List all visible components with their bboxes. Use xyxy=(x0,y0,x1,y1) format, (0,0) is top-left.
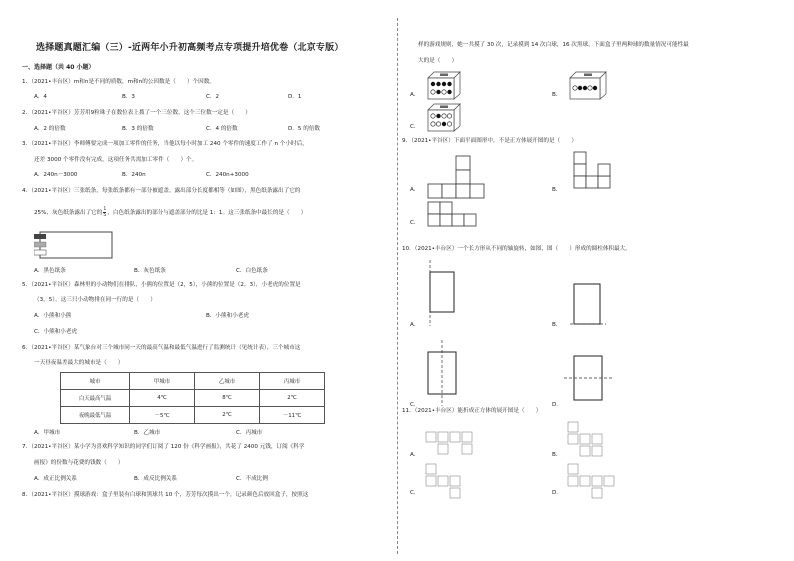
q2-option-d: D．5 的倍数 xyxy=(288,126,321,132)
column-divider xyxy=(397,18,398,554)
q4-text-line2 xyxy=(34,207,306,218)
q2-option-c: C．4 的倍数 xyxy=(206,126,238,132)
cube-net-q11-c xyxy=(424,460,484,508)
q9-label-b: B． xyxy=(552,187,562,193)
q3-option-c: C．240n+3000 xyxy=(206,172,249,178)
gray-strip xyxy=(34,242,46,247)
q8-label-c: C． xyxy=(410,124,420,130)
table-cell: 白天最高气温 xyxy=(61,390,130,407)
q6-option-c: C．丙城市 xyxy=(236,430,263,436)
table-row xyxy=(61,373,325,390)
table-header-cell: 丙城市 xyxy=(260,373,325,390)
q8-continued-line2: 大的是（ ） xyxy=(418,58,458,64)
q2-text: 2．（2021•平谷区）芳芳用9粒珠子在数位表上拨了一个三位数，这个三位数一定是（ ） xyxy=(22,110,251,116)
q10-label-d: D． xyxy=(552,402,562,408)
q4-text-line2-end: ，白色纸条露出的部分与遮盖部分的比是 1：1。这三张纸条中最长的是（ ） xyxy=(107,210,307,216)
q11-label-c: C． xyxy=(410,490,420,496)
q5-option-b: B．小熊和小老虎 xyxy=(206,313,249,319)
cover-box xyxy=(40,232,112,258)
white-strip xyxy=(34,250,46,255)
cube-net-c xyxy=(426,200,482,236)
section-heading: 一、选择题（共 40 小题） xyxy=(22,64,95,71)
q9-label-a: A． xyxy=(410,187,420,193)
table-cell: 4℃ xyxy=(130,390,195,407)
q10-label-b: B． xyxy=(552,322,562,328)
q4-fraction xyxy=(103,207,106,218)
page-title: 选择题真题汇编（三）-近两年小升初高频考点专项提升培优卷（北京专版） xyxy=(36,43,344,53)
table-header-cell: 乙城市 xyxy=(195,373,260,390)
q2-option-b: B．3 的倍数 xyxy=(122,126,154,132)
rectangle-rotation-c xyxy=(422,338,462,408)
table-cell: 2℃ xyxy=(260,390,325,407)
q1-option-b: B．3 xyxy=(122,94,135,100)
q1-text: 1．（2021•丰台区）m和n是不同的质数，m和n的公因数是（ ）个因数。 xyxy=(22,79,215,85)
q7-text-line2: 画报》的份数与花费的钱数（ ） xyxy=(34,460,124,466)
q8-label-b: B． xyxy=(552,92,562,98)
paper-strips-figure xyxy=(34,225,114,261)
temperature-table xyxy=(60,372,325,424)
table-header-cell: 甲城市 xyxy=(130,373,195,390)
q8-label-a: A． xyxy=(410,92,420,98)
table-row xyxy=(61,390,325,407)
q1-option-a: A．4 xyxy=(34,94,47,100)
black-strip xyxy=(34,234,46,239)
q9-text: 9．（2021•平谷区）下面平面图形中，不是正方体展开图的是（ ） xyxy=(402,138,577,144)
q6-text-line1: 6．（2021•平谷区）某气象台对三个城市同一天的最高气温和最低气温进行了监测统计（见统计表），三个城市这 xyxy=(22,345,301,351)
q11-label-a: A． xyxy=(410,452,420,458)
cube-net-a xyxy=(426,154,488,202)
q11-label-b: B． xyxy=(552,452,562,458)
q11-text: 11．（2021•丰台区）能折成正方体的展开图是（ ） xyxy=(402,408,542,414)
ball-box-c xyxy=(424,100,462,132)
table-cell: 夜晚最低气温 xyxy=(61,407,130,424)
table-cell: －11℃ xyxy=(260,407,325,424)
q4-fraction-denominator: 5 xyxy=(103,213,107,218)
q4-option-c: C．白色纸条 xyxy=(236,268,268,274)
rectangle-rotation-a xyxy=(424,258,460,328)
table-cell: －5℃ xyxy=(130,407,195,424)
q7-option-b: B．成反比例关系 xyxy=(134,476,177,482)
q4-option-b: B．灰色纸条 xyxy=(134,268,166,274)
cube-net-q11-d xyxy=(566,460,626,508)
table-header-cell: 城市 xyxy=(61,373,130,390)
ball-box-a xyxy=(424,68,462,100)
q7-option-a: A．成正比例关系 xyxy=(34,476,77,482)
table-cell: 2℃ xyxy=(195,407,260,424)
q6-text-line2: 一天昼夜温差最大的城市是（ ） xyxy=(34,360,124,366)
rectangle-rotation-b xyxy=(570,278,606,328)
q4-text-line2-start: 25%，灰色纸条露出了它的 xyxy=(34,210,103,216)
q2-option-a: A．2 的倍数 xyxy=(34,126,66,132)
q5-text-line2: （3，5）。这三只小动物排在同一行的是（ ） xyxy=(34,297,156,303)
q3-text-line2: 还差 3000 个零件没有完成，这项任务共需加工零件（ ）个。 xyxy=(34,157,198,163)
q5-option-a: A．小熊和小熊 xyxy=(34,313,72,319)
q10-text: 10．（2021•丰台区）一个长方形从不同的轴旋转，如图，图（ ）形成的圆柱体积最大。 xyxy=(402,246,631,252)
cube-net-b xyxy=(566,150,616,198)
q4-text-line1: 4．（2021•平谷区）三张纸条，每张纸条都有一部分被遮盖，露出部分长度都相等（如图），黑色纸条露出了它的 xyxy=(22,188,301,194)
q8-continued-line1: 样的游戏规则，她一共摸了 30 次，记录摸到 14 次白球，16 次黑球。下面盒子里两种球的数量情况可能性最 xyxy=(418,42,689,48)
q3-text-line1: 3．（2021•平谷区）李师傅要完成一项加工零件的任务，当他以每小时加工 240 个零件的速度工作了 n 个小时后， xyxy=(22,141,308,147)
q3-option-b: B．240n xyxy=(122,172,146,178)
rectangle-rotation-d xyxy=(564,350,612,406)
table-cell: 8℃ xyxy=(195,390,260,407)
q10-label-c: C． xyxy=(410,402,420,408)
q4-option-a: A．黑色纸条 xyxy=(34,268,66,274)
ball-box-b xyxy=(566,68,608,100)
q9-label-c: C． xyxy=(410,220,420,226)
table-row xyxy=(61,407,325,424)
q4-fraction-numerator: 1 xyxy=(103,207,107,212)
cube-net-q11-a xyxy=(424,428,488,460)
q6-option-a: A．甲城市 xyxy=(34,430,61,436)
q7-text-line1: 7．（2021•平谷区）某小学为喜欢科学知识的同学们订阅了 120 份《科学画报》，共花了 2400 元钱，订阅《科学 xyxy=(22,444,305,450)
q5-text-line1: 5．（2021•平谷区）森林里的小动物们在排队，小熊的位置是（2，5），小熊的位置是（2，3），小老虎的位置是 xyxy=(22,282,301,288)
q3-option-a: A．240n－3000 xyxy=(34,172,78,178)
cube-net-q11-b xyxy=(566,420,616,464)
q11-label-d: D． xyxy=(552,490,562,496)
q8-text-line1: 8．（2021•平谷区）摸球游戏：盒子里装有白球和黑球共 10 个，芳芳每次摸出一个，记录颜色后放回盒子，按照这 xyxy=(22,492,309,498)
q5-option-c: C．小熊和小老虎 xyxy=(34,329,78,335)
q1-option-c: C．2 xyxy=(206,94,220,100)
q7-option-c: C．不成比例 xyxy=(236,476,268,482)
q1-option-d: D．1 xyxy=(288,94,302,100)
q6-option-b: B．乙城市 xyxy=(134,430,161,436)
q10-label-a: A． xyxy=(410,322,420,328)
